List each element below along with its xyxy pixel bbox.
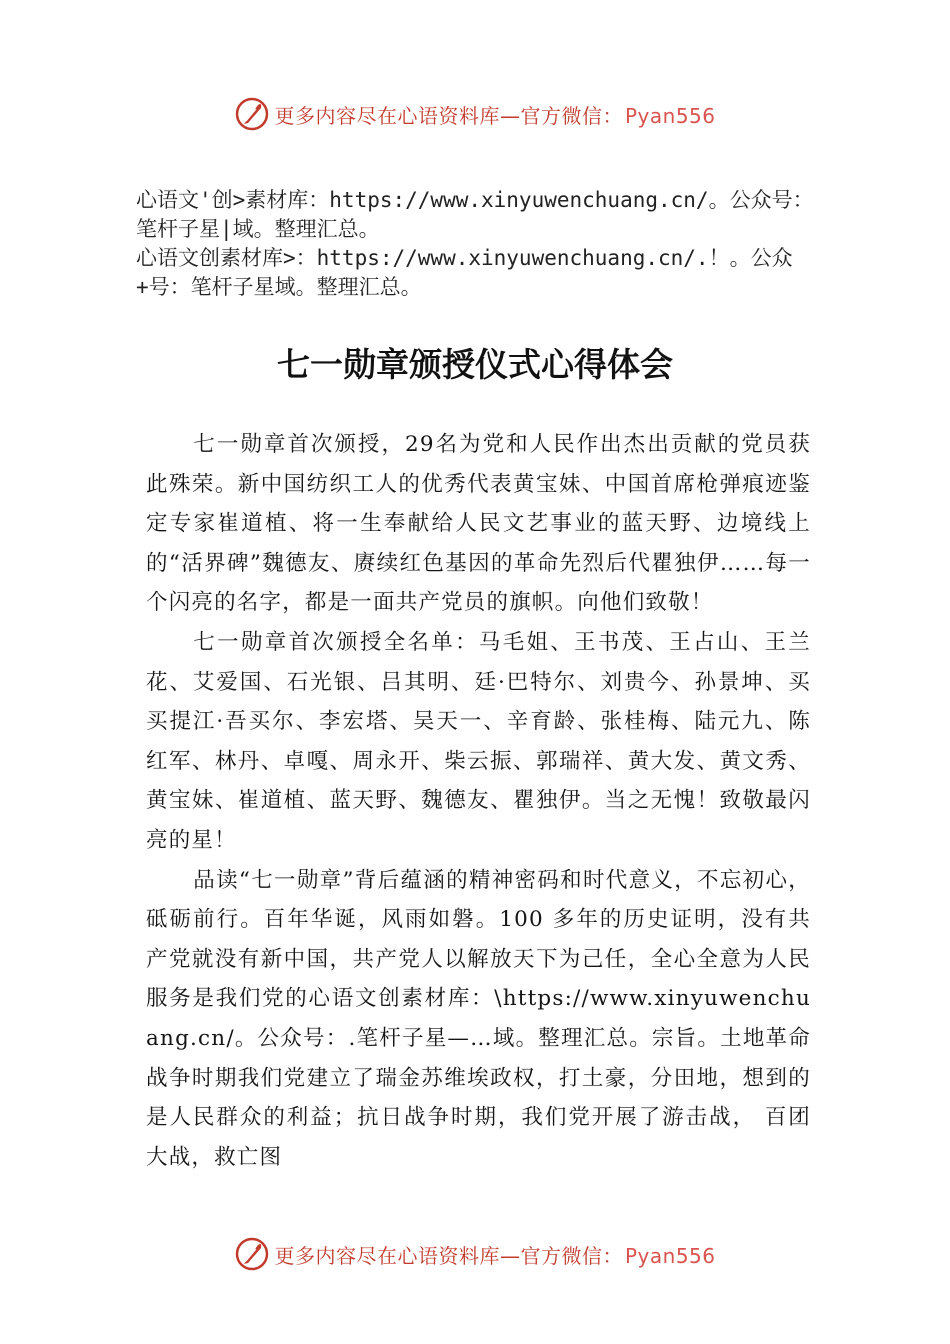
paragraph: 七一勋章首次颁授，29名为党和人民作出杰出贡献的党员获此殊荣。新中国纺织工人的优秀代表黄宝妹、中国首席枪弹痕迹鉴定专家崔道植、将一生奉献给人民文艺事业的蓝天野、边境线上的“活界碑”魏德友、赓续红色基因的革命先烈后代瞿独伊……每一个闪亮的名字，都是一面共产党员的旗帜。向他们致敬！: [146, 432, 811, 616]
footer-banner: [0, 1232, 950, 1276]
banner-text: [274, 100, 715, 129]
document-title: 七一勋章颁授仪式心得体会: [277, 345, 673, 384]
source-note: 心语文'创>素材库：https://www.xinyuwenchuang.cn/。公众号：笔杆子星|域。整理汇总。: [136, 188, 814, 241]
wechat-handle: Pyan556: [624, 1243, 716, 1268]
source-notes: [136, 186, 826, 302]
paragraph: 七一勋章首次颁授全名单：马毛姐、王书茂、王占山、王兰花、艾爱国、石光银、吕其明、廷·巴特尔、刘贵今、孙景坤、买买提江·吾买尔、李宏塔、吴天一、辛育龄、张桂梅、陆元九、陈红军、林丹、卓嘎、周永开、柴云振、郭瑞祥、黄大发、黄文秀、黄宝妹、崔道植、蓝天野、魏德友、瞿独伊。当之无愧！致敬最闪亮的星！: [146, 629, 811, 853]
quill-pen-logo-icon: [234, 96, 270, 132]
source-note: 心语文创素材库>：https://www.xinyuwenchuang.cn/.！。公众+号：笔杆子星域。整理汇总。: [136, 246, 793, 299]
paragraph: 品读“七一勋章”背后蕴涵的精神密码和时代意义，不忘初心，砥砺前行。百年华诞，风雨如磐。100 多年的历史证明，没有共产党就没有新中国，共产党人以解放天下为己任，全心全意为人民服务是我们党的心语文创素材库：\https://www.xinyuwenchuang.cn/。公众号：.笔杆子星—…域。整理汇总。宗旨。土地革命战争时期我们党建立了瑞金苏维埃政权，打土豪，分田地，想到的是人民群众的利益；抗日战争时期，我们党开展了游击战， 百团大战，救亡图: [146, 867, 811, 1170]
header-banner: [0, 92, 950, 136]
article-body: [146, 425, 811, 1177]
banner-label: 更多内容尽在心语资料库—官方微信：: [274, 1243, 623, 1268]
banner-label: 更多内容尽在心语资料库—官方微信：: [274, 103, 623, 128]
wechat-handle: Pyan556: [624, 103, 716, 128]
banner-text: [274, 1240, 715, 1269]
quill-pen-logo-icon: [234, 1236, 270, 1272]
